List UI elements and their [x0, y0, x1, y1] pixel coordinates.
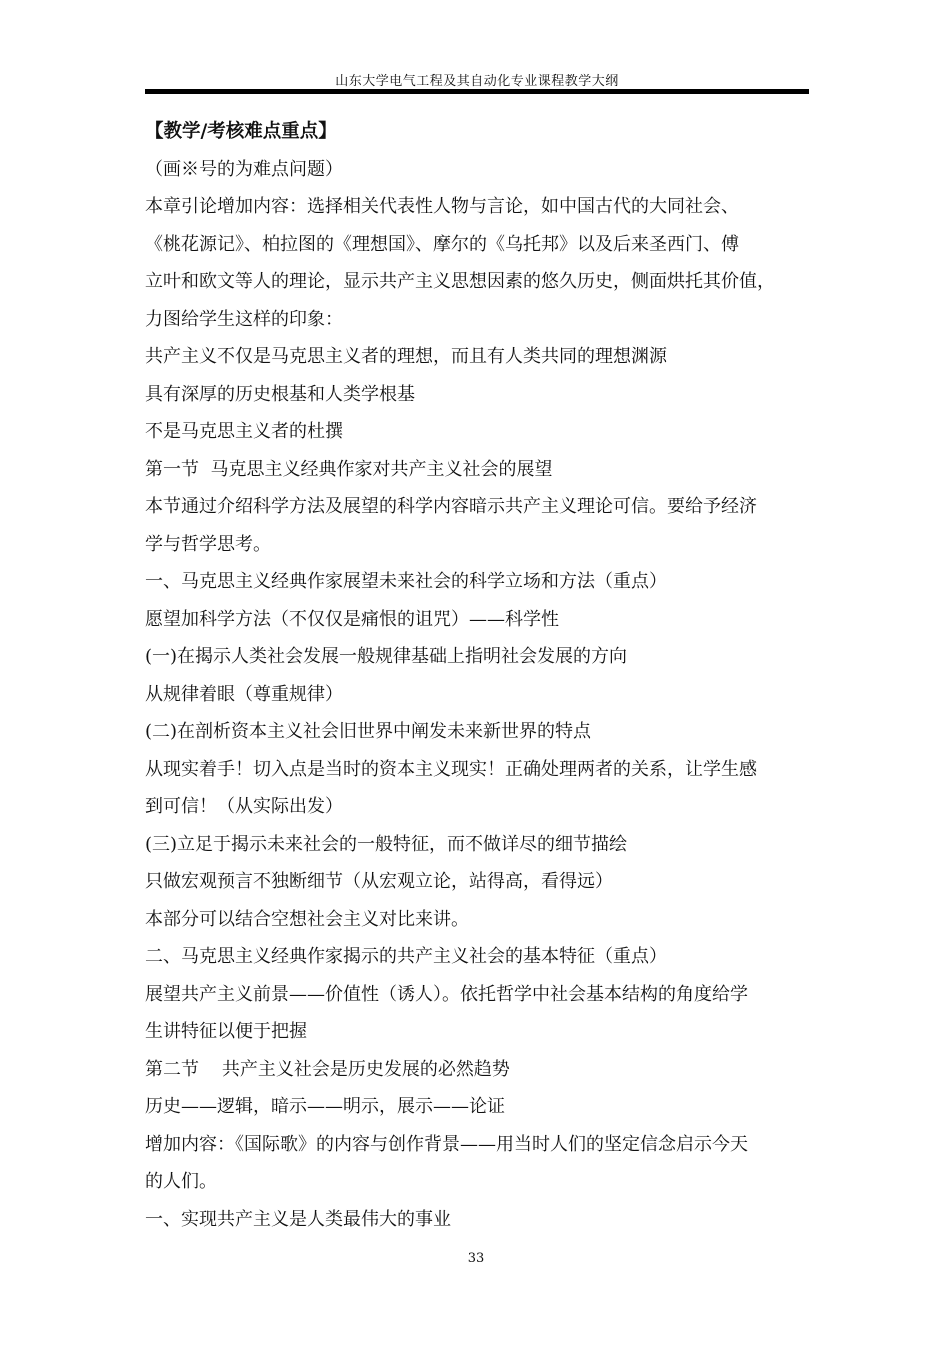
text-line: 本节通过介绍科学方法及展望的科学内容暗示共产主义理论可信。要给予经济: [145, 496, 757, 517]
text-line: 《桃花源记》、柏拉图的《理想国》、摩尔的《乌托邦》以及后来圣西门、傅: [145, 233, 739, 255]
text-line: 愿望加科学方法（不仅仅是痛恨的诅咒）——科学性: [145, 608, 559, 630]
text-line: 只做宏观预言不独断细节（从宏观立论，站得高，看得远）: [145, 871, 613, 892]
text-line: (一)在揭示人类社会发展一般规律基础上指明社会发展的方向: [145, 646, 628, 667]
header-rule: [145, 89, 809, 94]
text-line: (二)在剖析资本主义社会旧世界中阐发未来新世界的特点: [145, 721, 592, 742]
text-line: 从现实着手！切入点是当时的资本主义现实！正确处理两者的关系，让学生感: [145, 758, 757, 780]
text-line: 本部分可以结合空想社会主义对比来讲。: [145, 908, 469, 930]
text-line: 力图给学生这样的印象：: [145, 308, 343, 330]
text-line: 立叶和欧文等人的理论，显示共产主义思想因素的悠久历史，侧面烘托其价值，: [145, 271, 775, 292]
text-line: 共产主义不仅是马克思主义者的理想，而且有人类共同的理想渊源: [145, 346, 667, 367]
document-body: [145, 113, 809, 1238]
text-line: 历史——逻辑，暗示——明示，展示——论证: [145, 1096, 505, 1117]
page-number: 33: [467, 1251, 485, 1266]
subsection-heading: 二、马克思主义经典作家揭示的共产主义社会的基本特征（重点）: [145, 946, 667, 967]
text-line: 学与哲学思考。: [145, 533, 271, 555]
section-heading: 第一节 马克思主义经典作家对共产主义社会的展望: [145, 458, 553, 480]
subsection-heading: 一、实现共产主义是人类最伟大的事业: [145, 1208, 451, 1230]
text-line: 生讲特征以便于把握: [145, 1021, 307, 1042]
subsection-heading: 一、马克思主义经典作家展望未来社会的科学立场和方法（重点）: [145, 571, 667, 592]
text-line: 从规律着眼（尊重规律）: [145, 683, 343, 705]
page-header: 山东大学电气工程及其自动化专业课程教学大纲: [335, 74, 619, 89]
text-line: （画※号的为难点问题）: [145, 158, 343, 180]
heading-key-points: 【教学/考核难点重点】: [145, 121, 337, 142]
text-line: 的人们。: [145, 1171, 217, 1192]
text-line: 展望共产主义前景——价值性（诱人）。依托哲学中社会基本结构的角度给学: [145, 983, 748, 1005]
section-heading: 第二节 共产主义社会是历史发展的必然趋势: [145, 1058, 510, 1080]
text-line: 具有深厚的历史根基和人类学根基: [145, 383, 415, 405]
text-line: 到可信！（从实际出发）: [145, 796, 343, 817]
text-line: (三)立足于揭示未来社会的一般特征，而不做详尽的细节描绘: [145, 833, 628, 855]
text-line: 不是马克思主义者的杜撰: [145, 421, 343, 442]
text-line: 本章引论增加内容：选择相关代表性人物与言论，如中国古代的大同社会、: [145, 196, 739, 217]
text-line: 增加内容：《国际歌》的内容与创作背景——用当时人们的坚定信念启示今天: [145, 1133, 748, 1155]
